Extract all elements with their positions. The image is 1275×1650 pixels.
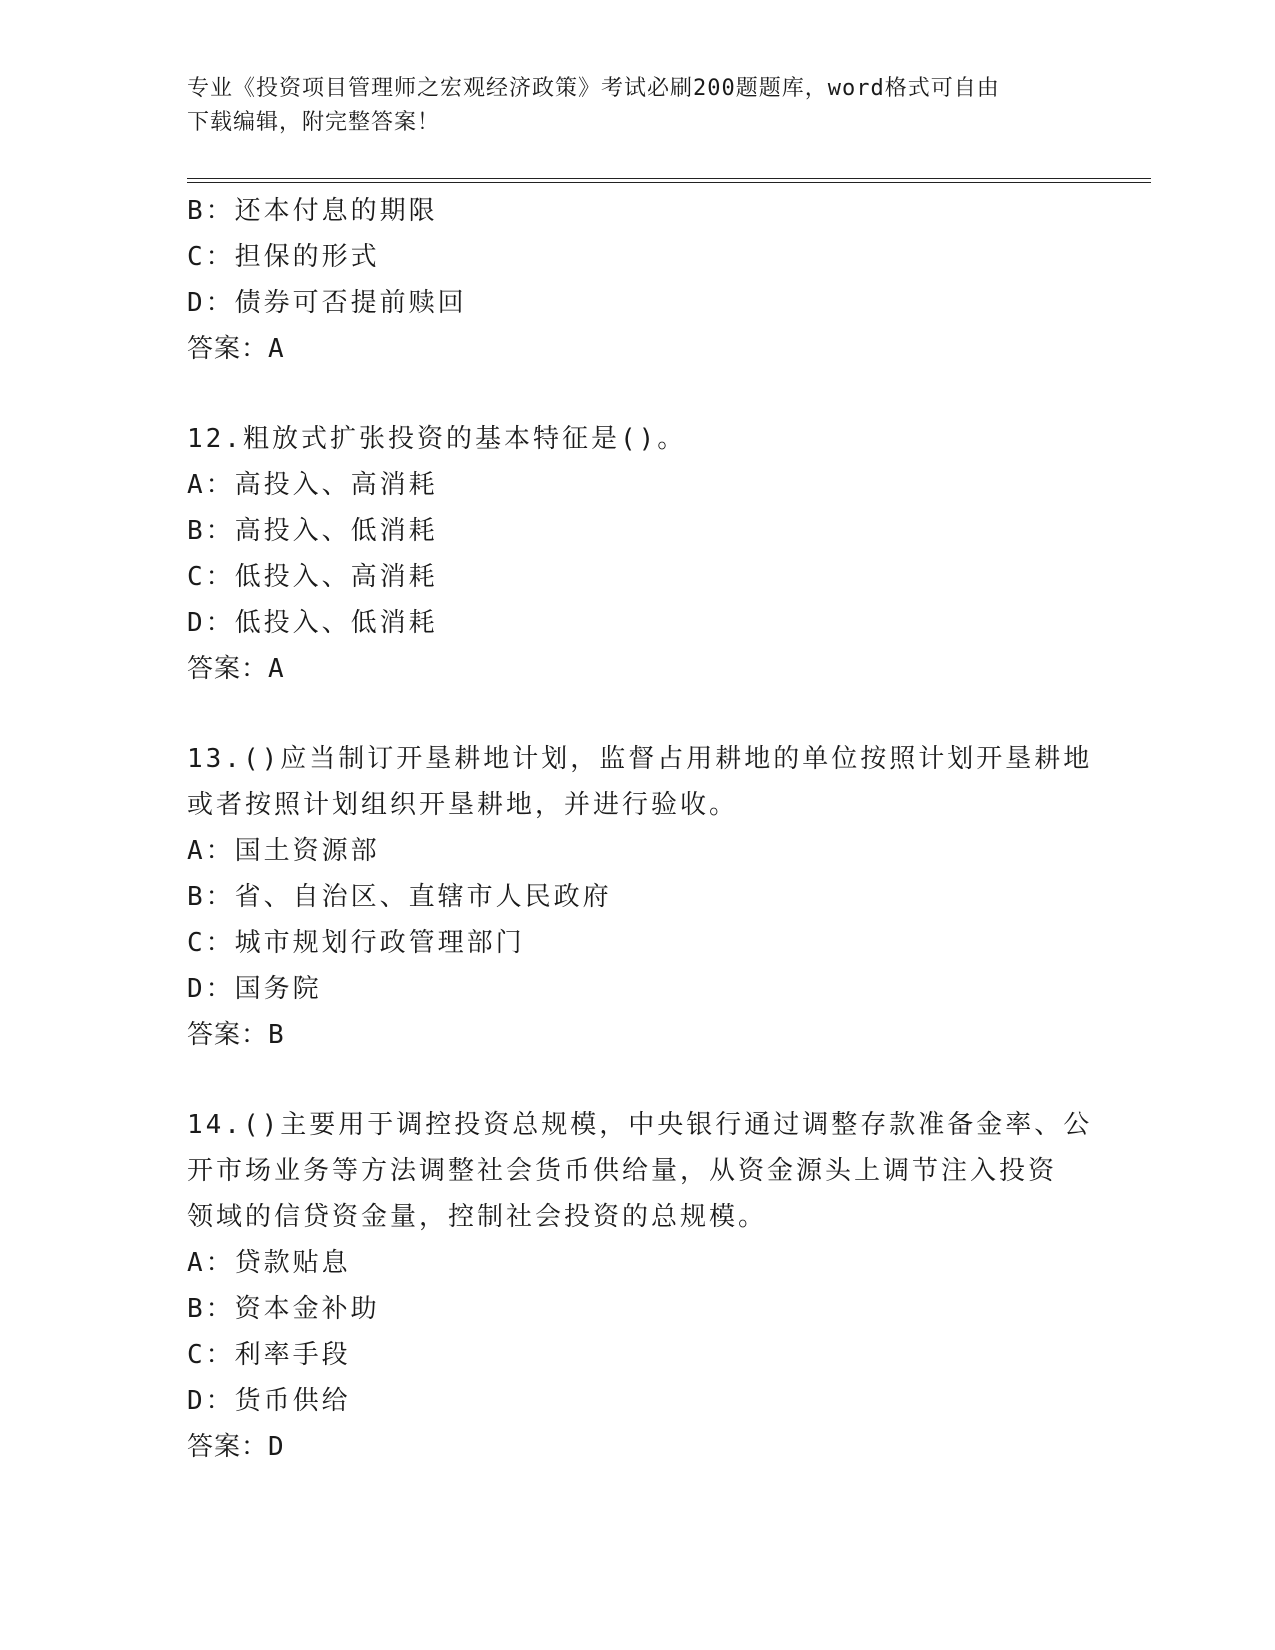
question-12 bbox=[187, 416, 1087, 692]
option-d: D：债券可否提前赎回 bbox=[187, 288, 467, 318]
option-a: A：国土资源部 bbox=[187, 836, 380, 866]
header-line-1: 专业《投资项目管理师之宏观经济政策》考试必刷200题题库，word格式可自由 bbox=[187, 76, 1000, 101]
option-c: C：城市规划行政管理部门 bbox=[187, 928, 525, 958]
option-a: A：贷款贴息 bbox=[187, 1248, 351, 1278]
option-c: C：利率手段 bbox=[187, 1340, 351, 1370]
answer-line: 答案：A bbox=[187, 654, 285, 684]
spacer bbox=[187, 1058, 1087, 1102]
option-b: B：省、自治区、直辖市人民政府 bbox=[187, 882, 612, 912]
question-list bbox=[187, 188, 1093, 1470]
option-a: A：高投入、高消耗 bbox=[187, 470, 438, 500]
option-b: B：高投入、低消耗 bbox=[187, 516, 438, 546]
answer-line: 答案：A bbox=[187, 334, 285, 364]
spacer bbox=[187, 692, 1087, 736]
question-text-line-3: 领域的信贷资金量，控制社会投资的总规模。 bbox=[187, 1202, 768, 1232]
question-text-line-2: 或者按照计划组织开垦耕地，并进行验收。 bbox=[187, 790, 739, 820]
option-b: B：资本金补助 bbox=[187, 1294, 380, 1324]
question-text-line-2: 开市场业务等方法调整社会货币供给量，从资金源头上调节注入投资 bbox=[187, 1156, 1058, 1186]
answer-line: 答案：B bbox=[187, 1020, 285, 1050]
document-header bbox=[187, 72, 1067, 140]
header-divider-top bbox=[187, 178, 1151, 179]
question-13 bbox=[187, 736, 1093, 1058]
option-c: C：低投入、高消耗 bbox=[187, 562, 438, 592]
option-d: D：货币供给 bbox=[187, 1386, 351, 1416]
question-14 bbox=[187, 1102, 1093, 1470]
header-line-2: 下载编辑，附完整答案！ bbox=[187, 110, 441, 135]
spacer bbox=[187, 372, 1087, 416]
question-text-line-1: 14.()主要用于调控投资总规模，中央银行通过调整存款准备金率、公 bbox=[187, 1110, 1093, 1140]
header-divider-bottom bbox=[187, 182, 1151, 183]
question-text-line-1: 13.()应当制订开垦耕地计划，监督占用耕地的单位按照计划开垦耕地 bbox=[187, 744, 1093, 774]
option-c: C：担保的形式 bbox=[187, 242, 380, 272]
option-d: D：低投入、低消耗 bbox=[187, 608, 438, 638]
option-b: B：还本付息的期限 bbox=[187, 196, 438, 226]
option-d: D：国务院 bbox=[187, 974, 322, 1004]
question-text: 12.粗放式扩张投资的基本特征是()。 bbox=[187, 424, 687, 454]
answer-line: 答案：D bbox=[187, 1432, 285, 1462]
question-11 bbox=[187, 188, 1087, 372]
